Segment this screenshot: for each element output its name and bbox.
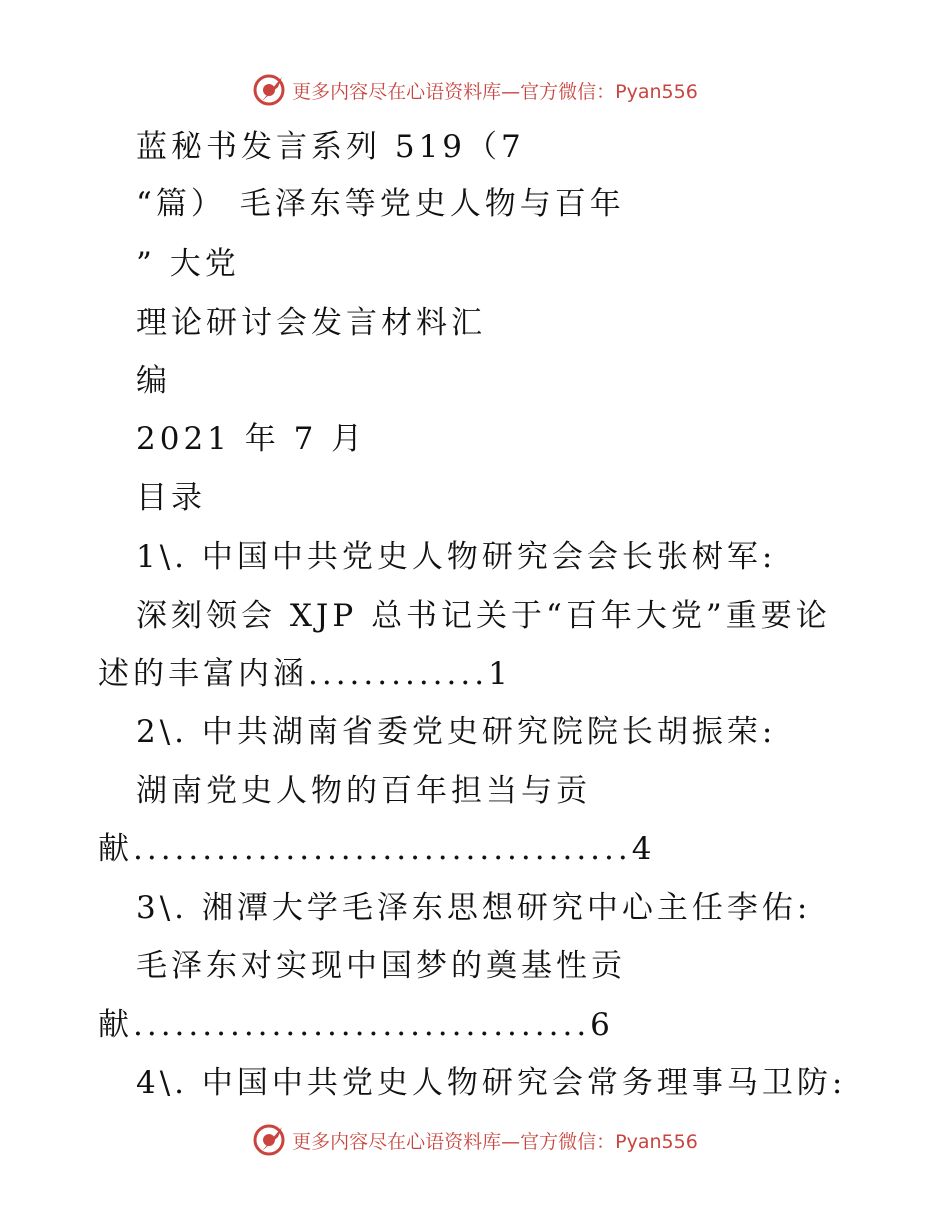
toc-entry-2-title: 湖南党史人物的百年担当与贡 [136,773,591,809]
toc-entry-2-author: 2\. 中共湖南省委党史研究院院长胡振荣: [136,714,777,750]
toc-entry-2-page: 献....................................4 [98,831,656,867]
toc-entry-3-title: 毛泽东对实现中国梦的奠基性贡 [136,948,626,984]
toc-entry-3-author: 3\. 湘潭大学毛泽东思想研究中心主任李佑: [136,890,812,926]
title-line-2: “篇） 毛泽东等党史人物与百年 [136,186,625,222]
footer-watermark [0,1122,950,1158]
header-watermark [0,72,950,108]
toc-entry-1-page: 述的丰富内涵.............1 [98,656,512,692]
toc-entry-1-author: 1\. 中国中共党史人物研究会会长张树军: [136,539,777,575]
quill-logo-icon [252,73,286,107]
title-line-5: 编 [136,363,171,399]
date-line: 2021 年 7 月 [136,421,367,457]
watermark-text: 更多内容尽在心语资料库—官方微信：Pyan556 [292,80,698,103]
toc-entry-4-author: 4\. 中国中共党史人物研究会常务理事马卫防: [136,1065,847,1101]
toc-entry-1-title: 深刻领会 XJP 总书记关于“百年大党”重要论 [136,598,831,634]
watermark-text: 更多内容尽在心语资料库—官方微信：Pyan556 [292,1130,698,1153]
toc-entry-3-page: 献.................................6 [98,1007,614,1043]
title-line-1: 蓝秘书发言系列 519（7 [136,129,525,165]
title-line-3: ” 大党 [136,246,240,282]
title-line-4: 理论研讨会发言材料汇 [136,305,486,341]
quill-logo-icon [252,1123,286,1157]
toc-heading: 目录 [136,480,206,516]
